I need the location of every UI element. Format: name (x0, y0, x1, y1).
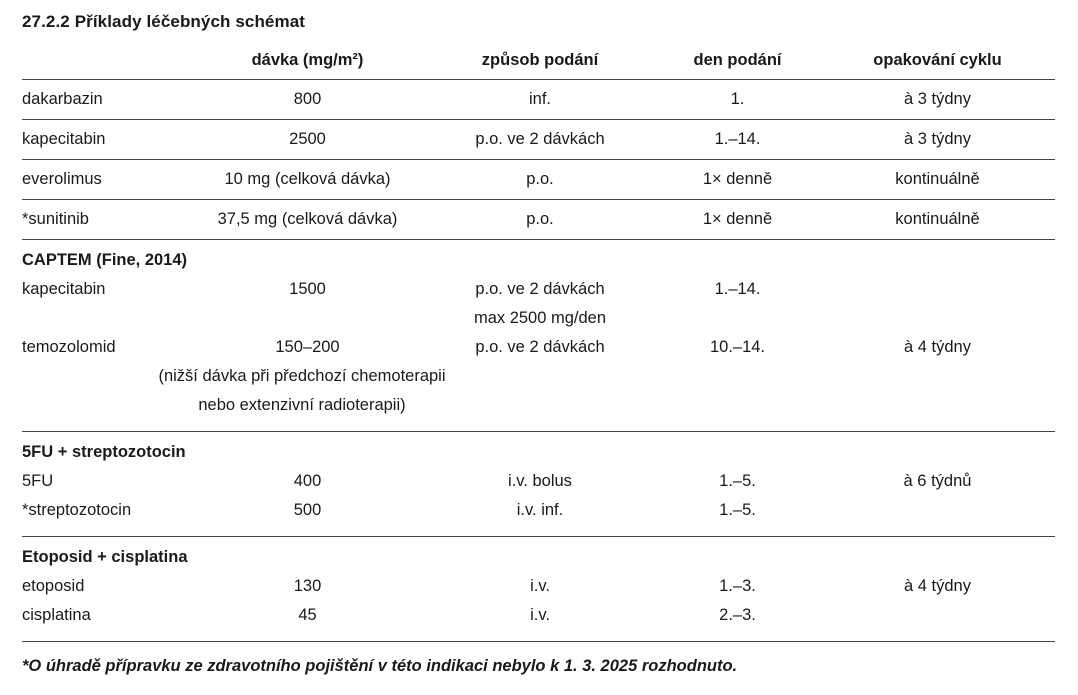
cell-day: 1.–14. (714, 279, 761, 298)
header-cell-day: den podání (693, 50, 782, 69)
cell-day: 1.–5. (719, 471, 756, 490)
table-row (22, 601, 1055, 630)
cell-drug: kapecitabin (22, 129, 106, 148)
cell-route: i.v. inf. (516, 500, 564, 519)
cell-dose: 130 (293, 576, 322, 595)
cell-cycle: à 6 týdnů (903, 471, 972, 490)
cell-drug: 5FU (22, 471, 54, 490)
table-row (22, 80, 1055, 120)
cell-dose: 1500 (289, 279, 326, 298)
cell-route: p.o. ve 2 dávkách (475, 129, 605, 148)
cell-drug: dakarbazin (22, 89, 103, 108)
cell-dose: 800 (293, 89, 322, 108)
cell-day: 1.–14. (714, 129, 761, 148)
reimbursement-footnote: *O úhradě přípravku ze zdravotního pojištění v této indikaci nebylo k 1. 3. 2025 rozhodnuto. (22, 657, 738, 675)
table-note-row (22, 362, 1055, 391)
cell-cycle: à 4 týdny (904, 576, 971, 595)
table-row (22, 467, 1055, 496)
cell-drug: kapecitabin (22, 279, 106, 298)
cell-dose: 37,5 mg (celková dávka) (217, 209, 398, 228)
table-row (22, 333, 1055, 362)
cell-drug: *sunitinib (22, 209, 89, 228)
table-note-row (22, 391, 1055, 420)
cell-dose: 45 (298, 605, 317, 624)
header-cell-route: způsob podání (481, 50, 599, 69)
cell-cycle: kontinuálně (895, 209, 980, 228)
cell-cycle: à 3 týdny (904, 89, 971, 108)
cell-route: max 2500 mg/den (473, 308, 607, 327)
section-5fu-streptozotocin (22, 432, 1055, 537)
header-cell-cycle: opakování cyklu (873, 50, 1002, 69)
cell-route: inf. (528, 89, 551, 108)
section-etoposid-cisplatina (22, 537, 1055, 642)
cell-route: p.o. ve 2 dávkách (475, 279, 605, 298)
cell-route: i.v. (530, 605, 550, 624)
cell-drug: etoposid (22, 576, 85, 595)
cell-day: 1.–3. (719, 576, 756, 595)
dose-note-line: (nižší dávka při předchozí chemoterapii (158, 366, 446, 385)
page-title: 27.2.2 Příklady léčebných schémat (22, 12, 306, 31)
cell-cycle: kontinuálně (895, 169, 980, 188)
cell-dose: 10 mg (celková dávka) (224, 169, 391, 188)
section-monotherapy (22, 80, 1055, 240)
table-row (22, 572, 1055, 601)
table-row (22, 160, 1055, 200)
section-title: 5FU + streptozotocin (22, 443, 186, 461)
section-title: Etoposid + cisplatina (22, 548, 188, 566)
table-row (22, 275, 1055, 304)
table-row (22, 120, 1055, 160)
cell-route: p.o. (526, 209, 554, 228)
table-row (22, 496, 1055, 525)
cell-day: 10.–14. (709, 337, 766, 356)
cell-day: 2.–3. (719, 605, 756, 624)
cell-dose: 150–200 (275, 337, 340, 356)
cell-cycle: à 4 týdny (904, 337, 971, 356)
table-header-row (22, 42, 1055, 80)
cell-drug: cisplatina (22, 605, 91, 624)
treatment-schemes-table (22, 42, 1055, 642)
cell-route: i.v. (530, 576, 550, 595)
cell-route: p.o. (526, 169, 554, 188)
table-row (22, 200, 1055, 240)
cell-day: 1× denně (702, 209, 773, 228)
cell-drug: temozolomid (22, 337, 116, 356)
header-cell-dose: dávka (mg/m²) (251, 50, 364, 69)
dose-note-line: nebo extenzivní radioterapii) (198, 395, 406, 414)
cell-cycle: à 3 týdny (904, 129, 971, 148)
section-captem (22, 240, 1055, 432)
cell-dose: 400 (293, 471, 322, 490)
cell-dose: 2500 (289, 129, 326, 148)
section-title: CAPTEM (Fine, 2014) (22, 251, 188, 269)
cell-route: p.o. ve 2 dávkách (475, 337, 605, 356)
table-row-continuation (22, 304, 1055, 333)
cell-drug: everolimus (22, 169, 102, 188)
cell-dose: 500 (293, 500, 322, 519)
cell-day: 1.–5. (719, 500, 756, 519)
cell-day: 1× denně (702, 169, 773, 188)
cell-route: i.v. bolus (508, 471, 572, 490)
cell-drug: *streptozotocin (22, 500, 132, 519)
cell-day: 1. (730, 89, 745, 108)
